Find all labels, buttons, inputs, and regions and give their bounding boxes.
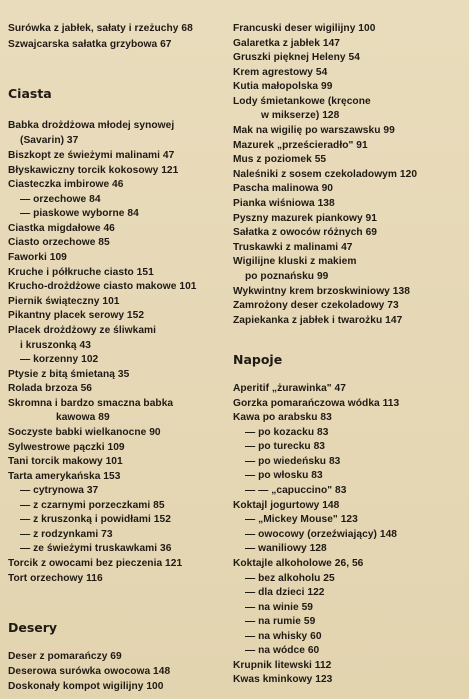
index-entry: Koktajl jogurtowy 148: [233, 500, 340, 511]
index-entry: Krucho-drożdżowe ciasto makowe 101: [8, 281, 197, 292]
index-entry: Mak na wigilię po warszawsku 99: [233, 125, 395, 136]
index-entry: Sałatka z owoców różnych 69: [233, 227, 378, 238]
index-entry: Babka drożdżowa młodej synowej: [8, 120, 175, 131]
index-entry: — dla dzieci 122: [245, 587, 325, 598]
index-entry: Kwas kminkowy 123: [233, 674, 333, 685]
index-entry: Deserowa surówka owocowa 148: [8, 666, 171, 677]
index-entry: Aperitif „żurawinka" 47: [233, 383, 346, 394]
index-entry: — po wiedeńsku 83: [245, 456, 341, 467]
index-entry: Deser z pomarańczy 69: [8, 651, 122, 662]
index-entry: Skromna i bardzo smaczna babka: [8, 398, 174, 409]
index-entry: Krupnik litewski 112: [233, 660, 332, 671]
index-entry: Kruche i półkruche ciasto 151: [8, 267, 154, 278]
index-entry: Gorzka pomarańczowa wódka 113: [233, 398, 400, 409]
index-entry: Zapiekanka z jabłek i twarożku 147: [233, 315, 403, 326]
index-entry: — piaskowe wyborne 84: [20, 208, 139, 219]
index-entry: Pyszny mazurek piankowy 91: [233, 213, 377, 224]
index-entry: Ptysie z bitą śmietaną 35: [8, 369, 130, 380]
index-entry: — waniliowy 128: [245, 543, 327, 554]
index-entry: — owocowy (orzeźwiający) 148: [245, 529, 397, 540]
index-entry: Truskawki z malinami 47: [233, 242, 353, 253]
section-heading-napoje: Napoje: [233, 352, 283, 367]
index-entry: — z czarnymi porzeczkami 85: [20, 500, 165, 511]
index-entry: Naleśniki z sosem czekoladowym 120: [233, 169, 418, 180]
index-entry: Biszkopt ze świeżymi malinami 47: [8, 150, 175, 161]
index-entry: Wigilijne kluski z makiem: [233, 256, 357, 267]
index-entry: (Savarin) 37: [20, 135, 79, 146]
index-entry: Ciasto orzechowe 85: [8, 237, 110, 248]
index-entry: Gruszki pięknej Heleny 54: [233, 52, 360, 63]
index-entry: i kruszonką 43: [20, 340, 91, 351]
index-entry: Błyskawiczny torcik kokosowy 121: [8, 165, 179, 176]
index-entry: Kawa po arabsku 83: [233, 412, 332, 423]
index-entry: Pianka wiśniowa 138: [233, 198, 335, 209]
section-heading-ciasta: Ciasta: [8, 86, 52, 101]
index-entry: Soczyste babki wielkanocne 90: [8, 427, 161, 438]
index-entry: Faworki 109: [8, 252, 67, 263]
index-entry: Kutia małopolska 99: [233, 81, 333, 92]
index-entry: — na wódce 60: [245, 645, 320, 656]
index-entry: Tarta amerykańska 153: [8, 471, 121, 482]
index-entry: — z kruszonką i powidłami 152: [20, 514, 171, 525]
index-entry: — korzenny 102: [20, 354, 99, 365]
index-entry: Placek drożdżowy ze śliwkami: [8, 325, 157, 336]
index-entry: — — „capuccino" 83: [245, 485, 347, 496]
index-entry: — po włosku 83: [245, 470, 323, 481]
index-entry: — na rumie 59: [245, 616, 316, 627]
section-heading-desery: Desery: [8, 620, 58, 635]
index-entry: Koktajle alkoholowe 26, 56: [233, 558, 364, 569]
index-entry: Rolada brzoza 56: [8, 383, 93, 394]
index-entry: Krem agrestowy 54: [233, 67, 328, 78]
index-entry: — bez alkoholu 25: [245, 573, 335, 584]
index-entry: — „Mickey Mouse" 123: [245, 514, 358, 525]
index-entry: Surówka z jabłek, sałaty i rzeżuchy 68: [8, 23, 193, 34]
index-entry: Torcik z owocami bez pieczenia 121: [8, 558, 183, 569]
index-entry: — na whisky 60: [245, 631, 322, 642]
index-entry: Pikantny placek serowy 152: [8, 310, 145, 321]
index-entry: Tort orzechowy 116: [8, 573, 103, 584]
index-entry: — ze świeżymi truskawkami 36: [20, 543, 172, 554]
index-entry: Doskonały kompot wigilijny 100: [8, 681, 164, 692]
index-entry: Szwajcarska sałatka grzybowa 67: [8, 39, 172, 50]
index-entry: w mikserze) 128: [261, 110, 340, 121]
index-entry: Piernik świąteczny 101: [8, 296, 120, 307]
index-entry: Wykwintny krem brzoskwiniowy 138: [233, 286, 410, 297]
index-entry: Francuski deser wigilijny 100: [233, 23, 376, 34]
index-entry: — z rodzynkami 73: [20, 529, 113, 540]
index-entry: po poznańsku 99: [245, 271, 329, 282]
index-entry: Lody śmietankowe (kręcone: [233, 96, 371, 107]
index-entry: Mus z poziomek 55: [233, 154, 327, 165]
index-entry: — po turecku 83: [245, 441, 326, 452]
index-entry: Mazurek „prześcieradło" 91: [233, 140, 368, 151]
index-entry: — po kozacku 83: [245, 427, 329, 438]
index-entry: — cytrynowa 37: [20, 485, 99, 496]
index-entry: Sylwestrowe pączki 109: [8, 442, 125, 453]
index-entry: kawowa 89: [56, 412, 110, 423]
index-entry: Tani torcik makowy 101: [8, 456, 123, 467]
index-entry: Pascha malinowa 90: [233, 183, 333, 194]
index-entry: Ciastka migdałowe 46: [8, 223, 115, 234]
index-entry: — na winie 59: [245, 602, 314, 613]
index-entry: — orzechowe 84: [20, 194, 101, 205]
index-entry: Ciasteczka imbirowe 46: [8, 179, 124, 190]
index-entry: Galaretka z jabłek 147: [233, 38, 341, 49]
index-entry: Zamrożony deser czekoladowy 73: [233, 300, 399, 311]
